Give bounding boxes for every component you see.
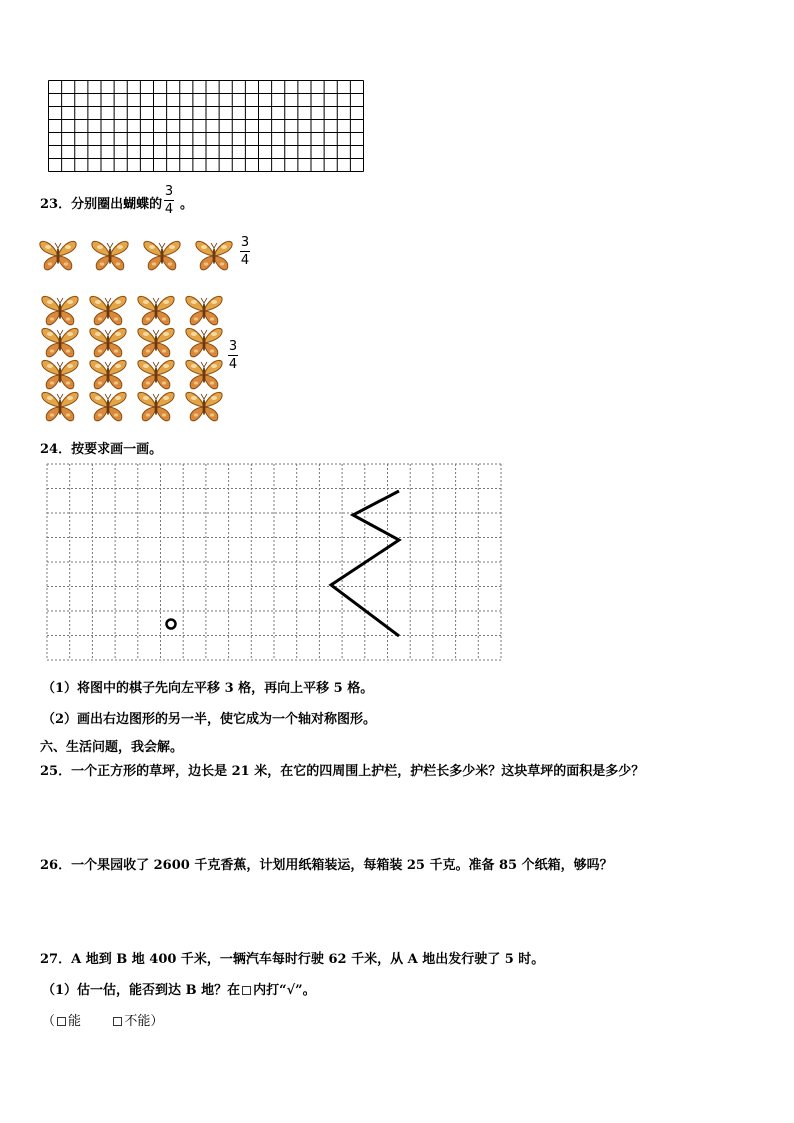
choice-no-label: 不能 [124,1014,151,1029]
chess-piece-icon [167,620,176,629]
butterfly-icon [40,293,80,327]
drawing-grid [46,463,502,661]
section-6-heading: 六、生活问题，我会解。 [40,740,184,755]
question-text: 一个正方形的草坪，边长是 21 米，在它的四周围上护栏，护栏长多少米？这块草坪的面积是多少？ [71,764,645,779]
butterfly-icon [136,357,176,391]
question-text: A 地到 B 地 400 千米，一辆汽车每时行驶 62 千米，从 A 地出发行驶了 5 时。 [71,952,545,967]
no-checkbox[interactable] [113,1017,122,1026]
question-text: 分别圈出蝴蝶的 [71,197,163,212]
top-grid [48,80,364,172]
butterfly-icon [184,389,224,423]
butterfly-icon [40,389,80,423]
butterfly-icon [88,389,128,423]
question-text: 按要求画一画。 [71,442,163,457]
butterfly-icon [184,293,224,327]
question-text: 一个果园收了 2600 千克香蕉，计划用纸箱装运，每箱装 25 千克。准备 85 个纸箱，够吗？ [71,858,613,873]
grid-fraction: 3 4 [228,339,238,372]
question-23-title [40,193,162,212]
butterfly-icon [38,238,78,272]
question-24-sub1: （1）将图中的棋子先向左平移 3 格，再向上平移 5 格。 [42,681,374,696]
question-23-period: 。 [180,197,194,212]
question-number: 27． [40,952,72,967]
question-24-sub2: （2）画出右边图形的另一半，使它成为一个轴对称图形。 [42,712,377,727]
row1-fraction: 3 4 [240,235,250,268]
butterfly-icon [88,293,128,327]
question-26 [40,854,613,873]
butterfly-icon [136,389,176,423]
butterfly-icon [142,238,182,272]
yes-checkbox[interactable] [57,1017,66,1026]
butterfly-icon [40,357,80,391]
butterfly-icon [184,325,224,359]
question-number: 25． [40,764,72,779]
butterfly-icon [136,325,176,359]
butterfly-icon [184,357,224,391]
question-24-title [40,438,162,457]
question-27 [40,948,544,967]
butterfly-icon [90,238,130,272]
fraction-three-quarters: 3 4 [164,184,174,217]
question-27-choices: （ 能 不能） [42,1014,164,1029]
question-27-sub1: （1）估一估，能否到达 B 地？在 内打“√”。 [42,983,316,998]
question-number: 23． [40,197,72,212]
butterfly-icon [40,325,80,359]
question-number: 24． [40,442,72,457]
question-number: 26． [40,858,72,873]
butterfly-icon [136,293,176,327]
butterfly-icon [194,238,234,272]
butterfly-icon [88,357,128,391]
butterfly-icon [88,325,128,359]
question-25 [40,760,644,779]
choice-yes-label: 能 [68,1014,82,1029]
checkbox-icon [242,986,251,995]
